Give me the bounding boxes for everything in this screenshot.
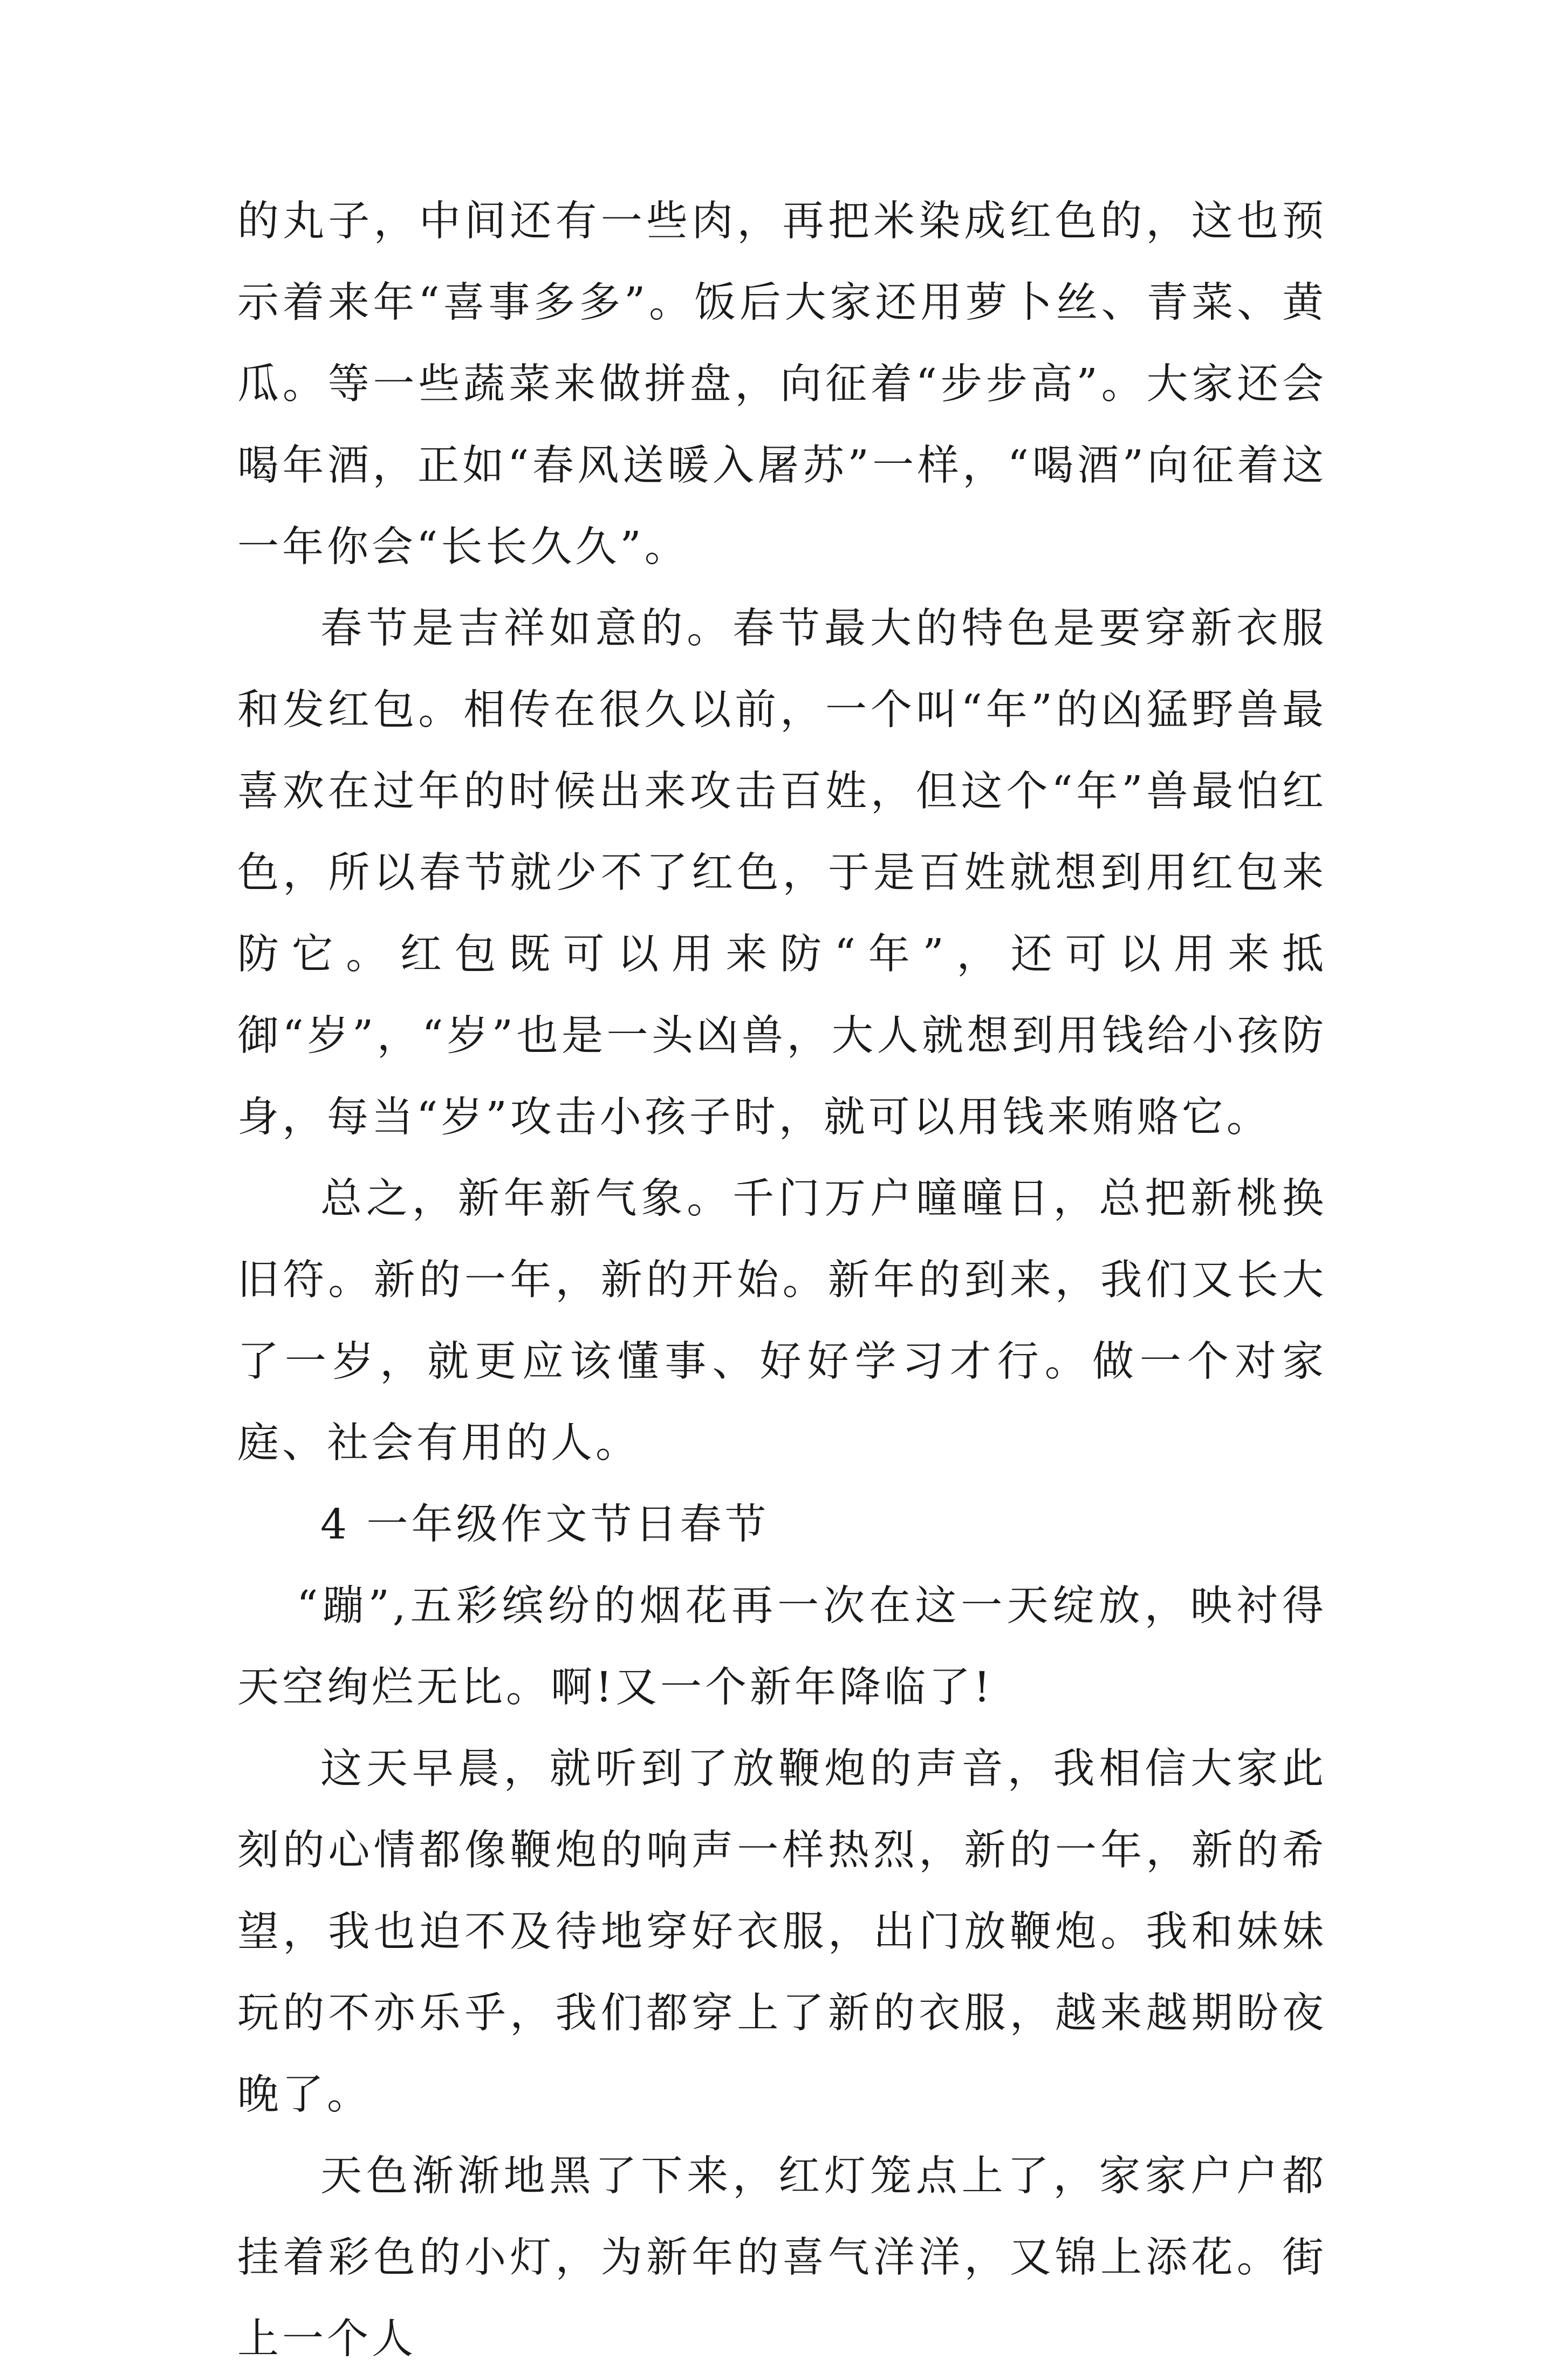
paragraph-continuation: 的丸子，中间还有一些肉，再把米染成红色的，这也预示着来年“喜事多多”。饭后大家还用萝卜丝、青菜、黄瓜。等一些蔬菜来做拼盘，向征着“步步高”。大家还会喝年酒，正如“春风送暖入屠苏”一样，“喝酒”向征着这一年你会“长长久久”。	[237, 197, 1327, 571]
essay-heading: 4 一年级作文节日春节	[320, 1501, 770, 1549]
paragraph-red-envelope: 春节是吉祥如意的。春节最大的特色是要穿新衣服和发红包。相传在很久以前，一个叫“年”的凶猛野兽最喜欢在过年的时候出来攻击百姓，但这个“年”兽最怕红色，所以春节就少不了红色，于是百姓就想到用红包来防它。红包既可以用来防“年”，还可以用来抵御“岁”，“岁”也是一头凶兽，大人就想到用钱给小孩防身，每当“岁”攻击小孩子时，就可以用钱来贿赂它。	[237, 605, 1327, 1141]
paragraph-fireworks: “蹦”,五彩缤纷的烟花再一次在这一天绽放，映衬得天空绚烂无比。啊!又一个新年降临了!	[237, 1582, 1327, 1712]
paragraph-morning: 这天早晨，就听到了放鞭炮的声音，我相信大家此刻的心情都像鞭炮的响声一样热烈，新的一年，新的希望，我也迫不及待地穿好衣服，出门放鞭炮。我和妹妹玩的不亦乐乎，我们都穿上了新的衣服，越来越期盼夜晚了。	[237, 1745, 1327, 2119]
body-text	[237, 181, 1327, 2380]
paragraph-evening: 天色渐渐地黑了下来，红灯笼点上了，家家户户都挂着彩色的小灯，为新年的喜气洋洋，又锦上添花。街上一个人	[237, 2152, 1327, 2363]
paragraph-conclusion: 总之，新年新气象。千门万户曈曈日，总把新桃换旧符。新的一年，新的开始。新年的到来，我们又长大了一岁，就更应该懂事、好好学习才行。做一个对家庭、社会有用的人。	[237, 1175, 1327, 1467]
